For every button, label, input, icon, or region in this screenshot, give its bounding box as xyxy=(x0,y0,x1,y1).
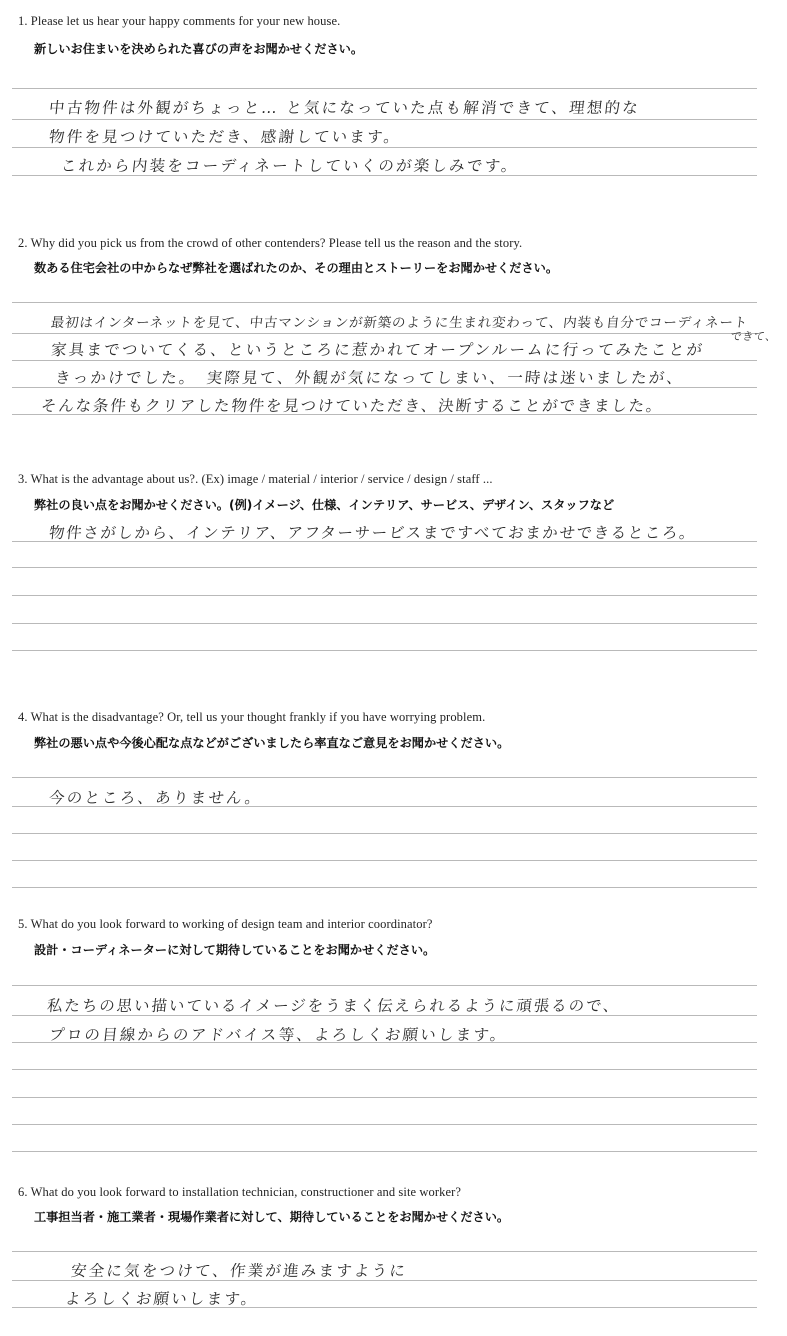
answer-rule xyxy=(12,147,757,148)
question-5-japanese: 設計・コーディネーターに対して期待していることをお聞かせください。 xyxy=(34,943,436,957)
answer-2-note: できて、 xyxy=(730,330,778,343)
answer-rule xyxy=(12,777,757,778)
answer-rule xyxy=(12,119,757,120)
answer-rule xyxy=(12,595,757,596)
answer-rule xyxy=(12,360,757,361)
answer-3-line-1: 物件さがしから、インテリア、アフターサービスまですべておまかせできるところ。 xyxy=(48,524,698,542)
answer-rule xyxy=(12,567,757,568)
answer-rule xyxy=(12,650,757,651)
question-6-japanese: 工事担当者・施工業者・現場作業者に対して、期待していることをお聞かせください。 xyxy=(34,1210,510,1224)
answer-2-line-1: 最初はインターネットを見て、中古マンションが新築のように生まれ変わって、内装も自分でコーディネート xyxy=(50,315,749,331)
answer-rule xyxy=(12,985,757,986)
answer-rule xyxy=(12,1097,757,1098)
answer-rule xyxy=(12,1069,757,1070)
answer-rule xyxy=(12,623,757,624)
answer-5-line-2: プロの目線からのアドバイス等、よろしくお願いします。 xyxy=(48,1026,509,1044)
answer-rule xyxy=(12,1151,757,1152)
question-4-japanese: 弊社の悪い点や今後心配な点などがございましたら率直なご意見をお聞かせください。 xyxy=(34,736,510,750)
answer-1-line-2: 物件を見つけていただき、感謝しています。 xyxy=(48,128,403,146)
answer-rule xyxy=(12,1124,757,1125)
answer-rule xyxy=(12,860,757,861)
question-3-japanese: 弊社の良い点をお聞かせください。(例)イメージ、仕様、インテリア、サービス、デザイン、スタッフなど xyxy=(34,498,615,512)
question-3-english: 3. What is the advantage about us?. (Ex) image / material / interior / service / design / staff ... xyxy=(18,472,493,486)
answer-1-line-1: 中古物件は外観がちょっと… と気になっていた点も解消できて、理想的な xyxy=(48,99,641,117)
answer-rule xyxy=(12,88,757,89)
answer-rule xyxy=(12,833,757,834)
answer-rule xyxy=(12,1251,757,1252)
answer-rule xyxy=(12,333,757,334)
question-1-english: 1. Please let us hear your happy comments for your new house. xyxy=(18,14,341,28)
question-6-english: 6. What do you look forward to installation technician, constructioner and site worker? xyxy=(18,1185,462,1199)
answer-rule xyxy=(12,887,757,888)
answer-2-line-3: きっかけでした。 実際見て、外観が気になってしまい、一時は迷いましたが、 xyxy=(54,369,686,387)
answer-5-line-1: 私たちの思い描いているイメージをうまく伝えられるように頑張るので、 xyxy=(46,997,622,1015)
answer-rule xyxy=(12,302,757,303)
answer-6-line-1: 安全に気をつけて、作業が進みますように xyxy=(70,1262,408,1280)
question-4-english: 4. What is the disadvantage? Or, tell us your thought frankly if you have worrying problem. xyxy=(18,710,486,724)
answer-2-line-2: 家具までついてくる、というところに惹かれてオープンルームに行ってみたことが xyxy=(50,341,706,359)
question-5-english: 5. What do you look forward to working of design team and interior coordinator? xyxy=(18,917,433,931)
question-2-english: 2. Why did you pick us from the crowd of other contenders? Please tell us the reason and the story. xyxy=(18,236,523,250)
answer-1-line-3: これから内装をコーディネートしていくのが楽しみです。 xyxy=(60,157,520,175)
answer-6-line-2: よろしくお願いします。 xyxy=(64,1290,260,1308)
question-1-japanese: 新しいお住まいを決められた喜びの声をお聞かせください。 xyxy=(34,42,364,56)
answer-4-line-1: 今のところ、ありません。 xyxy=(48,789,264,807)
question-2-japanese: 数ある住宅会社の中からなぜ弊社を選ばれたのか、その理由とストーリーをお聞かせください。 xyxy=(34,261,559,275)
answer-2-line-4: そんな条件もクリアした物件を見つけていただき、決断することができました。 xyxy=(40,397,665,415)
